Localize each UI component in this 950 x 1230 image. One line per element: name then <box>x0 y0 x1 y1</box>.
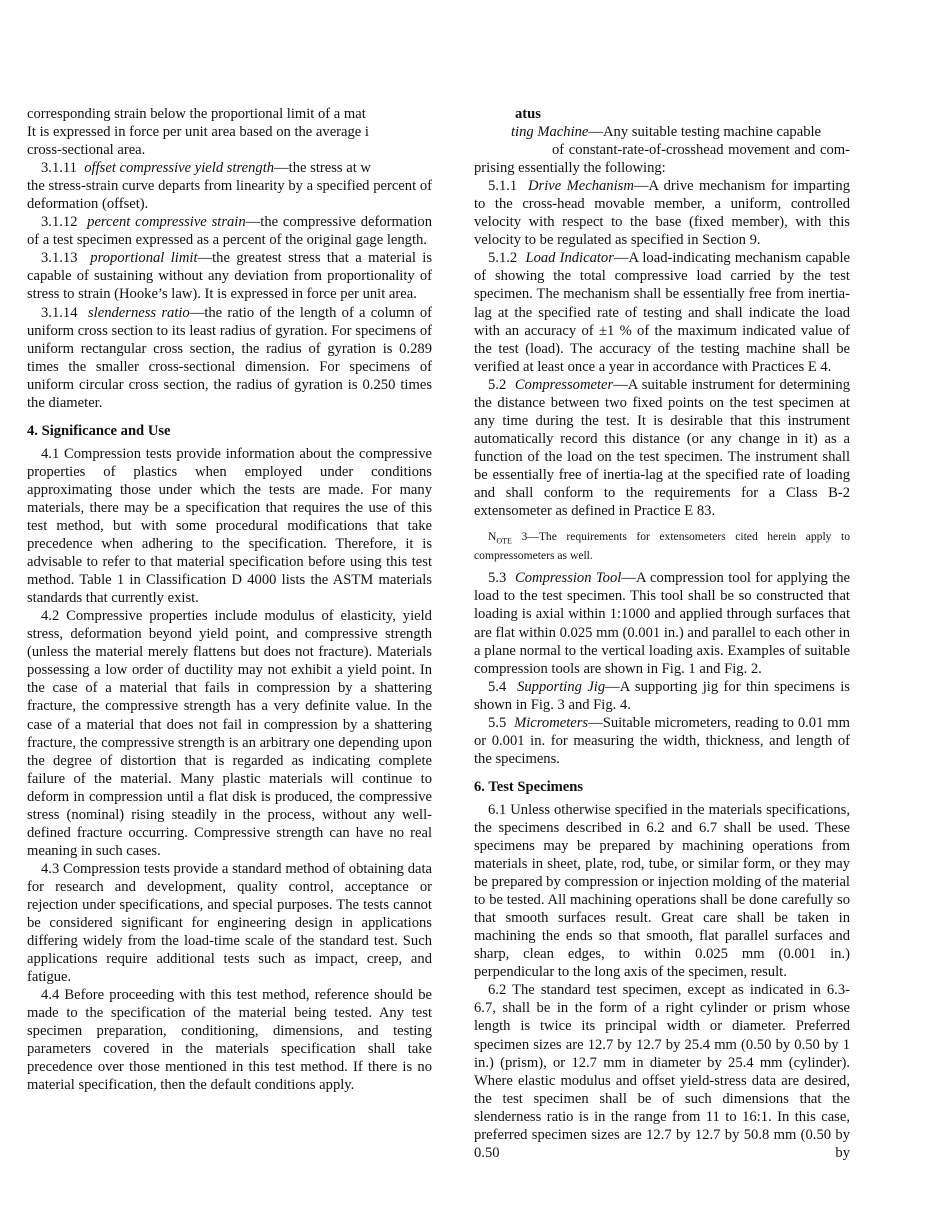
section-number: 3.1.12 <box>41 214 78 231</box>
section-number: 5.2 <box>488 376 507 393</box>
paragraph-6-1 <box>474 801 850 981</box>
section-heading-test-specimens: 6. Test Specimens <box>474 778 584 795</box>
left-column <box>27 105 432 1094</box>
paragraph-text: —A drive mechanism for imparting to the cross-head movable member, a uniform, controlled velocity with respect to the base (fixed member), with this velocity to be regulated as specified in Section 9. <box>474 178 850 249</box>
paragraph-3-1-13 <box>27 249 432 303</box>
paragraph-text: —A load-indicating mechanism capable of showing the total compressive load carried by the test specimen. The mechanism shall be essentially free from inertia-lag at the specified rate of testing and shall indicate the load with an accuracy of ±1 % of the maximum indicated value of the test (load). The accuracy of the testing machine shall be verified at least once a year in accordance with Practices E 4. <box>474 250 850 375</box>
defined-term: Drive Mechanism <box>527 178 634 195</box>
paragraph-6-2 <box>474 981 850 1161</box>
paragraph-text: —A compression tool for applying the load to the test specimen. This tool shall be so constructed that loading is axial within 1:1000 and applied through surfaces that are flat within 0.025 mm (0.001 in.) and parallel to each other in a plane normal to the vertical loading axis. Examples of suitable compression tools are shown in Fig. 1 and Fig. 2. <box>474 570 850 677</box>
section-number: 5.1.1 <box>488 178 518 195</box>
section-number: 3.1.14 <box>41 304 78 321</box>
paragraph-5-4 <box>474 678 850 714</box>
text-line: of constant-rate-of-crosshead movement and com- <box>552 142 850 159</box>
section-number: 4.1 <box>41 445 60 462</box>
section-heading-significance: 4. Significance and Use <box>27 422 171 439</box>
defined-term: percent compressive strain <box>87 214 246 231</box>
defined-term: slenderness ratio <box>88 304 190 321</box>
paragraph-text: Compressive properties include modulus of elasticity, yield stress, deformation beyond yield point, and compressive strength (unless the material merely flattens but does not fracture). Materials possessing a low order of ductility may not exhibit a yield point. In the case of a material that fails in compression by a shattering fracture, the compressive strength has a very definite value. In the case of a material that does not fail in compression by a shattering fracture, the compressive strength is an arbitrary one depending upon the degree of distortion that is regarded as indicating complete failure of the material. Many plastic materials will continue to deform in compression until a flat disk is produced, the compressive stress (nominal) rising steadily in the process, without any well-defined fracture occurring. Compressive strength can have no real meaning in such cases. <box>27 608 432 859</box>
paragraphs-apparatus <box>474 177 850 520</box>
paragraph-text: Compression tests provide information about the compressive properties of plastics when employed under conditions approximating those under which the tests are made. For many materials, there may be a specification that requires the use of this test method, but with some procedural modifications that take precedence when adhering to the specification. Therefore, it is advisable to refer to that material specification before using this test method. Table 1 in Classification D 4000 lists the ASTM materials standards that currently exist. <box>27 445 432 607</box>
paragraph-3-1-11-first-line <box>27 159 432 177</box>
paragraph-5-1-1 <box>474 177 850 249</box>
paragraph-text: —the compressive deformation of a test specimen expressed as a percent of the original gage length. <box>27 214 433 249</box>
section-number: 3.1.13 <box>41 250 78 267</box>
paragraph-5-1-2 <box>474 249 850 375</box>
section-number: 5.5 <box>488 714 507 731</box>
section-number: 5.3 <box>488 570 507 587</box>
paragraph-text: —the ratio of the length of a column of uniform cross section to its least radius of gyration. For specimens of uniform rectangular cross section, the radius of gyration is 0.289 times the smaller cross-sectional dimension. For specimens of uniform circular cross section, the radius of gyration is 0.250 times the diameter. <box>27 304 432 411</box>
section-number: 3.1.11 <box>41 160 77 177</box>
paragraph-5-3 <box>474 569 850 677</box>
paragraph-text: —A supporting jig for thin specimens is shown in Fig. 3 and Fig. 4. <box>474 678 850 713</box>
paragraph-4-2 <box>27 607 432 860</box>
paragraph-text: —Any suitable testing machine capable <box>588 124 822 141</box>
paragraph-4-1 <box>27 445 432 607</box>
paragraph-text: Compression tests provide a standard method of obtaining data for research and development, quality control, acceptance or rejection under specifications, and special purposes. The tests cannot be considered significant for engineering design in applications differing widely from the load-time scale of the standard test. Such applications require additional tests such as impact, creep, and fatigue. <box>27 860 433 986</box>
paragraph-text: —Suitable micrometers, reading to 0.01 mm or 0.001 in. for measuring the width, thickness, and length of the specimens. <box>474 714 850 767</box>
paragraph-4-4 <box>27 986 432 1094</box>
note-label: $N_{OTE}$ 3 <box>488 530 528 546</box>
paragraphs-apparatus-tools <box>474 569 850 768</box>
paragraph-5-1-line <box>474 123 850 141</box>
section-number: 5.1.2 <box>488 250 518 267</box>
section-number: 5.4 <box>488 678 507 695</box>
section-number: 4.4 <box>41 987 60 1004</box>
paragraph-4-3 <box>27 860 432 986</box>
section-number: 6.1 <box>488 801 507 818</box>
paragraph-text: Unless otherwise specified in the materials specifications, the specimens described in 6.2 and 6.7 shall be used. These specimens may be prepared by machining operations from materials in sheet, plate, rod, tube, or similar form, or they may be prepared by compression or injection molding of the material to be tested. All machining operations shall be done carefully so that smooth surfaces result. Great care shall be taken in machining the ends so that smooth, flat parallel surfaces and sharp, clean edges, to within 0.025 mm (0.001 in.) perpendicular to the long axis of the specimen, result. <box>474 801 850 981</box>
paragraph-3-1-12 <box>27 213 432 249</box>
section-heading-apparatus-fragment: atus <box>515 106 541 122</box>
section-number: 4.3 <box>41 860 60 877</box>
defined-term: Supporting Jig <box>517 678 606 695</box>
paragraph-5-2 <box>474 376 850 520</box>
text-line: corresponding strain below the proportional limit of a mat <box>27 106 366 122</box>
paragraph-3-1-14 <box>27 304 432 412</box>
right-column <box>474 105 850 1179</box>
section-number: 4.2 <box>41 608 60 625</box>
note-text: —The requirements for extensometers cited herein apply to compressometers as well. <box>474 530 850 563</box>
paragraph-text: —A suitable instrument for determining the distance between two fixed points on the test specimen at any time during the test. It is desirable that this instrument automatically record this distance (or any change in it) as a function of the load on the test specimen. The instrument shall be essentially free of inertia-lag at the specified rate of loading and shall conform to the requirements for a Class B-2 extensometer as defined in Practice E 83. <box>474 376 850 520</box>
defined-term: ting Machine <box>511 124 589 141</box>
paragraph-text: —the greatest stress that a material is capable of sustaining without any deviation from proportionality of stress to strain (Hooke’s law). It is expressed in force per unit area. <box>27 250 433 303</box>
defined-term: offset compressive yield strength <box>84 160 275 177</box>
paragraphs-definitions <box>27 213 432 412</box>
text-line: It is expressed in force per unit area based on the average i <box>27 124 369 141</box>
defined-term: Compression Tool <box>515 570 622 587</box>
paragraph-3-1-11-text: the stress-strain curve departs from linearity by a specified percent of deformation (offset). <box>27 178 432 213</box>
paragraph-text: Before proceeding with this test method, reference should be made to the specification of the material being tested. Any test specimen preparation, conditioning, dimensions, and testing parameters covered in the materials specification shall take precedence over those mentioned in this test method. If there is no material specification, then the default conditions apply. <box>27 987 432 1094</box>
text-line: cross-sectional area. <box>27 142 146 159</box>
section-number: 6.2 <box>488 982 507 999</box>
paragraph-text: The standard test specimen, except as indicated in 6.3-6.7, shall be in the form of a right cylinder or prism whose length is twice its principal width or diameter. Preferred specimen sizes are 12.7 by 12.7 by 25.4 mm (0.50 by 0.50 by 1 in.) (prism), or 12.7 mm in diameter by 25.4 mm (cylinder). Where elastic modulus and offset yield-stress data are desired, the test specimen shall be of such dimensions that the slenderness ratio is in the range from 11 to 16:1. In this case, preferred specimen sizes are 12.7 by 12.7 by 50.8 mm (0.50 by 0.50 by <box>474 982 850 1161</box>
note-3 <box>474 529 850 563</box>
paragraph-text: —the stress at w <box>274 160 371 177</box>
defined-term: Micrometers <box>514 714 589 731</box>
paragraphs-significance <box>27 445 432 1095</box>
paragraph-5-5 <box>474 714 850 768</box>
paragraphs-test-specimens <box>474 801 850 1162</box>
defined-term: Load Indicator <box>525 250 614 267</box>
defined-term: Compressometer <box>514 376 614 393</box>
text-line: prising essentially the following: <box>474 160 666 177</box>
defined-term: proportional limit <box>90 250 198 267</box>
